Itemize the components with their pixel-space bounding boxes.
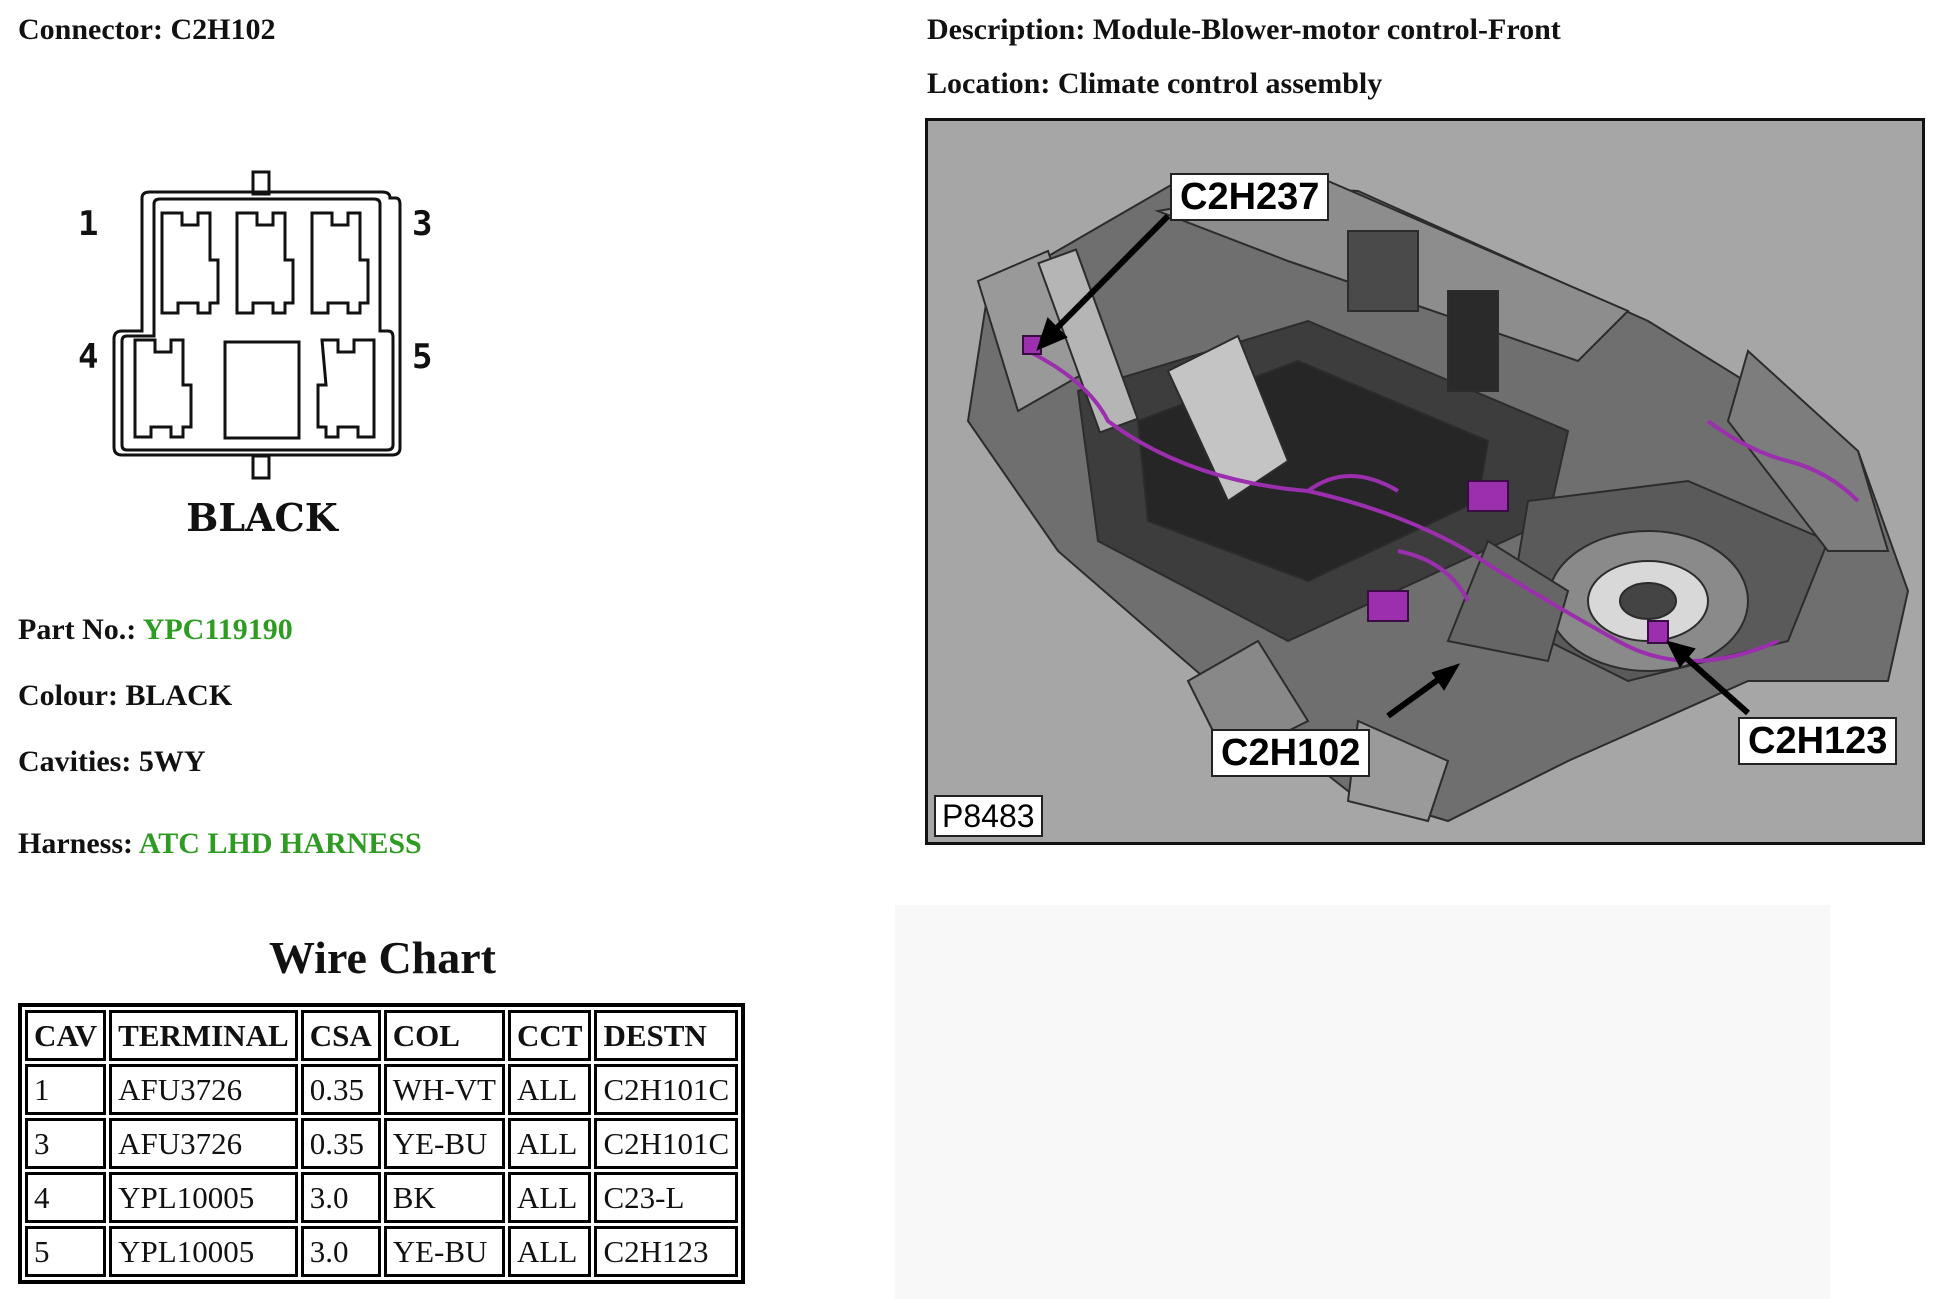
cell-cct: ALL (508, 1226, 591, 1277)
pin-label-5: 5 (412, 337, 433, 377)
callout-c2h237: C2H237 (1170, 173, 1329, 221)
harness-line (18, 826, 422, 862)
cell-cct: ALL (508, 1172, 591, 1223)
table-row (25, 1226, 738, 1277)
table-header-row (25, 1010, 738, 1061)
cell-cav: 5 (25, 1226, 106, 1277)
part-no-label: Part No.: (18, 613, 137, 646)
header-destn: DESTN (594, 1010, 738, 1061)
harness-link[interactable]: ATC LHD HARNESS (138, 827, 422, 860)
cell-cct: ALL (508, 1118, 591, 1169)
connector-colour-label: BLACK (186, 495, 338, 540)
cell-col: WH-VT (384, 1064, 505, 1115)
header-csa: CSA (301, 1010, 381, 1061)
connector-line (18, 12, 275, 48)
cell-terminal: YPL10005 (109, 1172, 298, 1223)
cell-cav: 3 (25, 1118, 106, 1169)
callout-c2h102: C2H102 (1211, 729, 1370, 777)
cell-cct: ALL (508, 1064, 591, 1115)
colour-line (18, 678, 232, 714)
cavities-value: 5WY (138, 745, 206, 778)
cell-csa: 0.35 (301, 1064, 381, 1115)
connector-value: C2H102 (170, 13, 276, 46)
cell-csa: 3.0 (301, 1172, 381, 1223)
pin-label-4: 4 (78, 337, 99, 377)
header-cav: CAV (25, 1010, 106, 1061)
cell-cav: 1 (25, 1064, 106, 1115)
table-row (25, 1118, 738, 1169)
description-line (927, 12, 1561, 48)
cell-terminal: AFU3726 (109, 1118, 298, 1169)
location-picture (925, 118, 1925, 845)
table-row (25, 1064, 738, 1115)
cell-destn: C2H101C (594, 1064, 738, 1115)
header-cct: CCT (508, 1010, 591, 1061)
callout-c2h123: C2H123 (1738, 717, 1897, 765)
location-value: Climate control assembly (1057, 67, 1383, 100)
terminal-cavity-1 (162, 213, 218, 313)
colour-label: Colour: (18, 679, 118, 712)
terminal-cavity-3 (312, 213, 368, 313)
location-label: Location: (927, 67, 1051, 100)
cavities-line (18, 744, 205, 780)
figure-code: P8483 (934, 795, 1043, 837)
header-terminal: TERMINAL (109, 1010, 298, 1061)
cell-terminal: AFU3726 (109, 1064, 298, 1115)
description-value: Module-Blower-motor control-Front (1092, 13, 1561, 46)
cell-cav: 4 (25, 1172, 106, 1223)
cavities-label: Cavities: (18, 745, 132, 778)
cell-destn: C2H101C (594, 1118, 738, 1169)
location-line (927, 66, 1382, 102)
terminal-cavity-5 (318, 340, 374, 437)
header-col: COL (384, 1010, 505, 1061)
wire-chart-title: Wire Chart (269, 932, 496, 983)
cell-col: BK (384, 1172, 505, 1223)
terminal-cavity-2 (237, 213, 293, 313)
connector-face-diagram (70, 165, 470, 545)
pin-label-1: 1 (78, 204, 99, 244)
table-row (25, 1172, 738, 1223)
blank-cavity (225, 342, 299, 438)
part-no-line (18, 612, 293, 648)
colour-value: BLACK (125, 679, 233, 712)
cell-col: YE-BU (384, 1118, 505, 1169)
cell-destn: C2H123 (594, 1226, 738, 1277)
terminal-cavity-4 (135, 340, 191, 437)
pin-label-3: 3 (412, 204, 433, 244)
connector-label: Connector: (18, 13, 163, 46)
wire-chart-table (18, 1003, 745, 1284)
part-no-link[interactable]: YPC119190 (142, 613, 293, 646)
blank-panel (895, 905, 1830, 1299)
cell-csa: 0.35 (301, 1118, 381, 1169)
cell-csa: 3.0 (301, 1226, 381, 1277)
cell-destn: C23-L (594, 1172, 738, 1223)
description-label: Description: (927, 13, 1086, 46)
harness-label: Harness: (18, 827, 133, 860)
cell-terminal: YPL10005 (109, 1226, 298, 1277)
cell-col: YE-BU (384, 1226, 505, 1277)
